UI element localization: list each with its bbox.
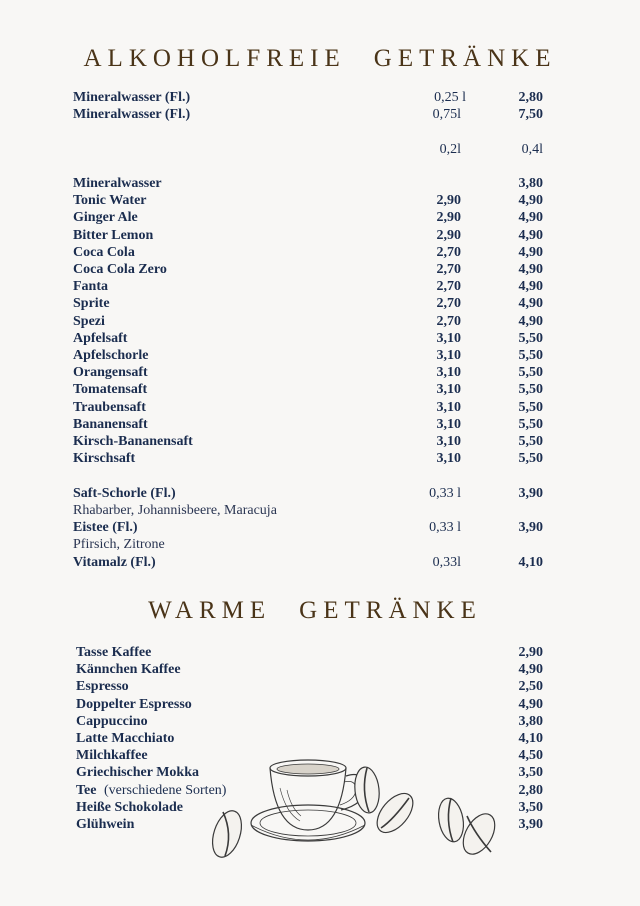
list-item [76,678,543,695]
list-item [73,416,543,433]
bottle-size: 0,33l [432,555,461,570]
price-small: 2,90 [436,227,461,243]
list-item: Mineralwasser (Fl.) 0,25 l 2,80 [73,90,543,105]
price-small: 3,10 [436,330,461,346]
drink-name: Coca Cola [73,244,135,260]
size-header-small: 0,2l [439,142,461,157]
list-item [73,295,543,312]
price: 3,50 [518,799,543,815]
price: 3,90 [518,817,543,832]
price-small: 2,70 [436,244,461,260]
list-item [73,330,543,347]
cold-drinks-heading [0,45,640,73]
drink-name: Saft-Schorle (Fl.) [73,486,176,501]
drink-name: Apfelschorle [73,348,149,363]
price-large: 4,90 [518,262,543,277]
price-small: 3,10 [436,451,461,467]
drink-name: Milchkaffee [76,748,148,764]
drink-name: Kännchen Kaffee [76,662,181,678]
list-item [73,485,543,502]
price: 2,90 [518,645,543,660]
drink-name: Ginger Ale [73,210,138,226]
price: 3,80 [518,713,543,729]
price-large: 5,50 [518,434,543,449]
drink-name: Tee [76,782,97,798]
coffee-bean-icon [353,766,382,814]
price: 4,10 [518,731,543,746]
list-item [73,209,543,226]
list-item [73,519,543,536]
drink-name: Apfelsaft [73,330,128,346]
size-header-large: 0,4l [521,142,543,157]
drink-name: Bananensaft [73,416,148,432]
price-large: 4,90 [518,244,543,260]
list-item [73,261,543,278]
list-item [73,347,543,364]
warm-heading-word-1: WARME [148,597,272,624]
price: 3,90 [518,520,543,535]
price-large: 5,50 [518,330,543,346]
drink-name-suffix: (verschiedene Sorten) [104,782,227,798]
price-large: 4,90 [518,210,543,226]
list-item [73,450,543,467]
price-large: 5,50 [518,348,543,363]
price: 4,90 [518,662,543,678]
price: 4,90 [518,696,543,712]
flavor-note: Pfirsich, Zitrone [73,537,165,552]
price: 3,50 [518,765,543,781]
drink-name: Coca Cola Zero [73,262,167,277]
price-small: 2,90 [436,193,461,209]
drink-name: Tasse Kaffee [76,645,152,660]
drink-name: Cappuccino [76,713,148,729]
price-large: 5,50 [518,416,543,432]
price-small: 3,10 [436,416,461,432]
price-large: 4,90 [518,296,543,312]
drink-name: Heiße Schokolade [76,799,183,815]
price-large: 4,90 [518,227,543,243]
list-item [73,554,543,571]
price-small: 2,90 [436,210,461,226]
list-item [73,227,543,244]
price-small: 3,10 [436,434,461,449]
drink-name: Griechischer Mokka [76,765,200,781]
price-small: 2,70 [436,296,461,312]
list-item [76,730,543,747]
warm-heading-word-2: GETRÄNKE [299,597,482,624]
list-item: Mineralwasser (Fl.) 0,75l 7,50 [73,107,543,122]
drink-name: Fanta [73,279,108,295]
drink-name: Kirsch-Bananensaft [73,434,193,449]
price-large: 4,90 [518,193,543,209]
price: 2,80 [518,782,543,798]
list-item [73,399,543,416]
coffee-cup-illustration [205,748,505,863]
warm-drinks-heading [0,597,635,625]
cold-heading-word-1: ALKOHOLFREIE [83,45,346,72]
price-small: 2,70 [436,262,461,277]
price: 2,50 [518,679,543,695]
list-item [76,644,543,661]
list-item [73,175,543,192]
drink-name: Espresso [76,679,129,695]
bottle-size: 0,33 l [429,520,461,535]
drink-name: Spezi [73,313,105,329]
drink-name: Sprite [73,296,110,312]
cold-heading-word-2: GETRÄNKE [373,45,557,72]
drink-name: Vitamalz (Fl.) [73,555,156,570]
list-item [73,364,543,381]
drink-name: Tonic Water [73,193,147,209]
list-item [73,192,543,209]
price-small: 3,10 [436,365,461,381]
list-item [73,244,543,261]
list-item [76,713,543,730]
price-large: 3,80 [518,176,543,191]
price-small: 3,10 [436,348,461,363]
list-item [76,696,543,713]
price: 3,90 [518,486,543,501]
price-small: 3,10 [436,382,461,398]
list-item [73,433,543,450]
coffee-bean-icon [435,796,466,843]
price-large: 4,90 [518,279,543,295]
list-item [73,381,543,398]
price-large: 5,50 [518,451,543,467]
price-large: 4,90 [518,313,543,329]
coffee-bean-icon [457,808,502,859]
drink-name: Tomatensaft [73,382,148,398]
drink-name: Glühwein [76,817,135,832]
list-item [76,661,543,678]
list-item [73,313,543,330]
drink-name: Doppelter Espresso [76,696,192,712]
coffee-bean-icon [207,807,247,861]
drink-name: Bitter Lemon [73,227,154,243]
drink-name: Orangensaft [73,365,148,381]
price-large: 5,50 [518,365,543,381]
flavor-note: Rhabarber, Johannisbeere, Maracuja [73,503,277,518]
price: 4,50 [518,748,543,764]
drink-name: Eistee (Fl.) [73,520,138,535]
price-large: 5,50 [518,399,543,415]
bottle-size: 0,33 l [429,486,461,501]
list-item [73,278,543,295]
price-small: 2,70 [436,279,461,295]
drink-name: Latte Macchiato [76,731,175,746]
price-small: 2,70 [436,313,461,329]
price: 4,10 [518,555,543,570]
price-large: 5,50 [518,382,543,398]
price-small: 3,10 [436,399,461,415]
drink-name: Traubensaft [73,399,146,415]
drink-name: Kirschsaft [73,451,136,467]
drink-name: Mineralwasser [73,176,162,191]
size-header-row [73,141,543,158]
